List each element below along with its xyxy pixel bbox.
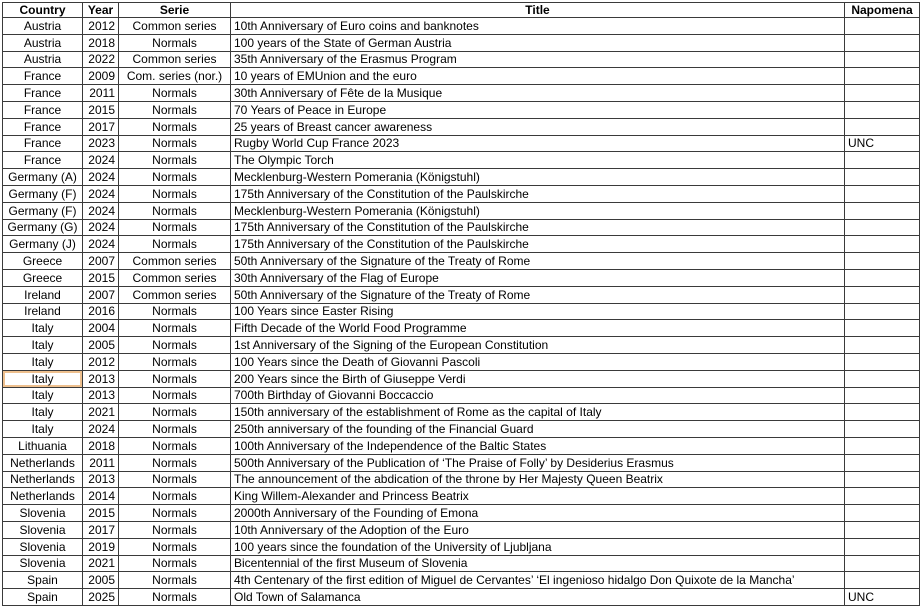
cell-year[interactable]: 2014 xyxy=(83,488,119,505)
table-row xyxy=(3,303,920,320)
cell-country[interactable]: Italy xyxy=(3,353,83,370)
cell-napomena[interactable] xyxy=(845,538,920,555)
cell-year[interactable]: 2024 xyxy=(83,219,119,236)
cell-year[interactable]: 2024 xyxy=(83,152,119,169)
cell-napomena[interactable] xyxy=(845,236,920,253)
table-row xyxy=(3,370,920,387)
cell-napomena[interactable] xyxy=(845,337,920,354)
cell-year[interactable]: 2024 xyxy=(83,185,119,202)
cell-country[interactable]: Germany (G) xyxy=(3,219,83,236)
table-row xyxy=(3,337,920,354)
cell-year[interactable]: 2011 xyxy=(83,454,119,471)
cell-napomena[interactable] xyxy=(845,219,920,236)
cell-country[interactable]: France xyxy=(3,85,83,102)
table-row xyxy=(3,85,920,102)
cell-napomena[interactable] xyxy=(845,505,920,522)
table-row xyxy=(3,505,920,522)
cell-napomena[interactable] xyxy=(845,185,920,202)
table-row xyxy=(3,421,920,438)
cell-serie[interactable]: Normals xyxy=(119,505,231,522)
cell-serie[interactable]: Common series xyxy=(119,253,231,270)
table-row xyxy=(3,169,920,186)
cell-serie[interactable]: Normals xyxy=(119,370,231,387)
cell-serie[interactable]: Common series xyxy=(119,286,231,303)
table-row xyxy=(3,454,920,471)
coin-catalog-table xyxy=(2,2,920,606)
cell-napomena[interactable] xyxy=(845,101,920,118)
cell-serie[interactable]: Normals xyxy=(119,421,231,438)
cell-year[interactable]: 2013 xyxy=(83,370,119,387)
cell-country[interactable]: Ireland xyxy=(3,303,83,320)
cell-year[interactable]: 2017 xyxy=(83,118,119,135)
table-row xyxy=(3,572,920,589)
cell-country[interactable]: Italy xyxy=(3,404,83,421)
cell-napomena[interactable] xyxy=(845,572,920,589)
cell-napomena[interactable] xyxy=(845,169,920,186)
table-row xyxy=(3,34,920,51)
cell-country[interactable]: Netherlands xyxy=(3,471,83,488)
cell-serie[interactable]: Normals xyxy=(119,320,231,337)
cell-country[interactable]: France xyxy=(3,135,83,152)
cell-title[interactable]: 100th Anniversary of the Independence of the Baltic States xyxy=(231,437,845,454)
table-row xyxy=(3,555,920,572)
cell-country[interactable]: Germany (J) xyxy=(3,236,83,253)
cell-title[interactable]: 175th Anniversary of the Constitution of the Paulskirche xyxy=(231,185,845,202)
cell-serie[interactable]: Normals xyxy=(119,521,231,538)
cell-year[interactable]: 2021 xyxy=(83,404,119,421)
cell-title[interactable]: 700th Birthday of Giovanni Boccaccio xyxy=(231,387,845,404)
cell-serie[interactable]: Common series xyxy=(119,51,231,68)
cell-title[interactable]: King Willem-Alexander and Princess Beatrix xyxy=(231,488,845,505)
cell-title[interactable]: 250th anniversary of the founding of the Financial Guard xyxy=(231,421,845,438)
table-row xyxy=(3,219,920,236)
cell-napomena[interactable] xyxy=(845,118,920,135)
cell-year[interactable]: 2011 xyxy=(83,85,119,102)
cell-serie[interactable]: Normals xyxy=(119,387,231,404)
cell-country[interactable]: Germany (A) xyxy=(3,169,83,186)
table-row xyxy=(3,589,920,606)
cell-serie[interactable]: Normals xyxy=(119,169,231,186)
cell-serie[interactable]: Normals xyxy=(119,353,231,370)
cell-year[interactable]: 2024 xyxy=(83,236,119,253)
table-row xyxy=(3,202,920,219)
cell-serie[interactable]: Com. series (nor.) xyxy=(119,68,231,85)
cell-title[interactable]: 25 years of Breast cancer awareness xyxy=(231,118,845,135)
cell-year[interactable]: 2025 xyxy=(83,589,119,606)
cell-year[interactable]: 2005 xyxy=(83,337,119,354)
cell-title[interactable]: 500th Anniversary of the Publication of ‘The Praise of Folly’ by Desiderius Erasmus xyxy=(231,454,845,471)
cell-napomena[interactable] xyxy=(845,437,920,454)
cell-serie[interactable]: Normals xyxy=(119,471,231,488)
table-body xyxy=(3,18,920,606)
cell-year[interactable]: 2019 xyxy=(83,538,119,555)
cell-serie[interactable]: Normals xyxy=(119,555,231,572)
cell-napomena[interactable] xyxy=(845,471,920,488)
cell-country[interactable]: Netherlands xyxy=(3,454,83,471)
cell-year[interactable]: 2024 xyxy=(83,202,119,219)
selected-cell-country[interactable]: Italy xyxy=(3,370,83,387)
cell-country[interactable]: Italy xyxy=(3,337,83,354)
cell-title[interactable]: Old Town of Salamanca xyxy=(231,589,845,606)
cell-serie[interactable]: Normals xyxy=(119,454,231,471)
cell-country[interactable]: France xyxy=(3,118,83,135)
cell-title[interactable]: 100 Years since Easter Rising xyxy=(231,303,845,320)
cell-year[interactable]: 2013 xyxy=(83,471,119,488)
cell-year[interactable]: 2012 xyxy=(83,18,119,35)
cell-title[interactable]: 100 Years since the Death of Giovanni Pascoli xyxy=(231,353,845,370)
cell-napomena[interactable] xyxy=(845,18,920,35)
cell-year[interactable]: 2005 xyxy=(83,572,119,589)
cell-title[interactable]: Mecklenburg-Western Pomerania (Königstuhl) xyxy=(231,169,845,186)
cell-year[interactable]: 2015 xyxy=(83,505,119,522)
cell-napomena[interactable] xyxy=(845,421,920,438)
cell-year[interactable]: 2018 xyxy=(83,437,119,454)
cell-year[interactable]: 2023 xyxy=(83,135,119,152)
cell-country[interactable]: Slovenia xyxy=(3,538,83,555)
cell-country[interactable]: Italy xyxy=(3,421,83,438)
cell-title[interactable]: 150th anniversary of the establishment of Rome as the capital of Italy xyxy=(231,404,845,421)
cell-serie[interactable]: Normals xyxy=(119,236,231,253)
cell-serie[interactable]: Normals xyxy=(119,589,231,606)
cell-year[interactable]: 2017 xyxy=(83,521,119,538)
cell-serie[interactable]: Common series xyxy=(119,18,231,35)
cell-country[interactable]: Ireland xyxy=(3,286,83,303)
cell-napomena[interactable] xyxy=(845,353,920,370)
cell-country[interactable]: Austria xyxy=(3,18,83,35)
cell-year[interactable]: 2024 xyxy=(83,169,119,186)
cell-title[interactable]: 1st Anniversary of the Signing of the European Constitution xyxy=(231,337,845,354)
cell-serie[interactable]: Normals xyxy=(119,118,231,135)
cell-year[interactable]: 2015 xyxy=(83,269,119,286)
cell-serie[interactable]: Normals xyxy=(119,202,231,219)
table-row xyxy=(3,286,920,303)
table-row xyxy=(3,538,920,555)
cell-title[interactable]: 200 Years since the Birth of Giuseppe Verdi xyxy=(231,370,845,387)
cell-title[interactable]: 175th Anniversary of the Constitution of the Paulskirche xyxy=(231,219,845,236)
cell-title[interactable]: 100 years since the foundation of the University of Ljubljana xyxy=(231,538,845,555)
cell-napomena[interactable] xyxy=(845,387,920,404)
column-header-napomena[interactable]: Napomena xyxy=(845,3,920,18)
cell-napomena[interactable] xyxy=(845,320,920,337)
cell-napomena[interactable] xyxy=(845,521,920,538)
cell-serie[interactable]: Normals xyxy=(119,101,231,118)
table-row xyxy=(3,51,920,68)
cell-title[interactable]: Mecklenburg-Western Pomerania (Königstuhl) xyxy=(231,202,845,219)
cell-country[interactable]: Netherlands xyxy=(3,488,83,505)
cell-country[interactable]: France xyxy=(3,152,83,169)
cell-serie[interactable]: Normals xyxy=(119,572,231,589)
cell-serie[interactable]: Normals xyxy=(119,437,231,454)
cell-country[interactable]: Slovenia xyxy=(3,555,83,572)
cell-title[interactable]: 50th Anniversary of the Signature of the Treaty of Rome xyxy=(231,253,845,270)
cell-napomena[interactable]: UNC xyxy=(845,589,920,606)
cell-country[interactable]: Italy xyxy=(3,320,83,337)
table-row xyxy=(3,253,920,270)
cell-country[interactable]: Lithuania xyxy=(3,437,83,454)
cell-country[interactable]: Germany (F) xyxy=(3,185,83,202)
cell-title[interactable]: 35th Anniversary of the Erasmus Program xyxy=(231,51,845,68)
cell-title[interactable]: 10th Anniversary of the Adoption of the Euro xyxy=(231,521,845,538)
cell-napomena[interactable] xyxy=(845,34,920,51)
cell-napomena[interactable] xyxy=(845,152,920,169)
cell-country[interactable]: Germany (F) xyxy=(3,202,83,219)
cell-year[interactable]: 2009 xyxy=(83,68,119,85)
cell-title[interactable]: 70 Years of Peace in Europe xyxy=(231,101,845,118)
cell-title[interactable]: Bicentennial of the first Museum of Slovenia xyxy=(231,555,845,572)
cell-napomena[interactable] xyxy=(845,253,920,270)
cell-year[interactable]: 2018 xyxy=(83,34,119,51)
cell-country[interactable]: Austria xyxy=(3,34,83,51)
column-header-country[interactable]: Country xyxy=(3,3,83,18)
table-row xyxy=(3,185,920,202)
table-row xyxy=(3,236,920,253)
cell-country[interactable]: Slovenia xyxy=(3,521,83,538)
table-row xyxy=(3,135,920,152)
cell-title[interactable]: 100 years of the State of German Austria xyxy=(231,34,845,51)
table-row xyxy=(3,269,920,286)
table-row xyxy=(3,101,920,118)
cell-year[interactable]: 2007 xyxy=(83,286,119,303)
cell-napomena[interactable] xyxy=(845,370,920,387)
cell-title[interactable]: 10th Anniversary of Euro coins and banknotes xyxy=(231,18,845,35)
table-row xyxy=(3,387,920,404)
cell-napomena[interactable] xyxy=(845,488,920,505)
cell-napomena[interactable] xyxy=(845,85,920,102)
column-header-serie[interactable]: Serie xyxy=(119,3,231,18)
cell-napomena[interactable] xyxy=(845,454,920,471)
table-row xyxy=(3,320,920,337)
cell-year[interactable]: 2024 xyxy=(83,421,119,438)
cell-serie[interactable]: Normals xyxy=(119,488,231,505)
cell-year[interactable]: 2012 xyxy=(83,353,119,370)
cell-year[interactable]: 2016 xyxy=(83,303,119,320)
cell-napomena[interactable] xyxy=(845,51,920,68)
cell-title[interactable]: 10 years of EMUnion and the euro xyxy=(231,68,845,85)
column-header-year[interactable]: Year xyxy=(83,3,119,18)
cell-serie[interactable]: Normals xyxy=(119,34,231,51)
cell-serie[interactable]: Normals xyxy=(119,219,231,236)
cell-year[interactable]: 2013 xyxy=(83,387,119,404)
cell-napomena[interactable] xyxy=(845,269,920,286)
cell-country[interactable]: France xyxy=(3,101,83,118)
cell-napomena[interactable] xyxy=(845,286,920,303)
column-header-title[interactable]: Title xyxy=(231,3,845,18)
cell-title[interactable]: Fifth Decade of the World Food Programme xyxy=(231,320,845,337)
table-row xyxy=(3,404,920,421)
cell-serie[interactable]: Normals xyxy=(119,404,231,421)
cell-title[interactable]: 50th Anniversary of the Signature of the Treaty of Rome xyxy=(231,286,845,303)
cell-serie[interactable]: Normals xyxy=(119,152,231,169)
cell-serie[interactable]: Normals xyxy=(119,538,231,555)
cell-year[interactable]: 2022 xyxy=(83,51,119,68)
table-row xyxy=(3,437,920,454)
cell-serie[interactable]: Common series xyxy=(119,269,231,286)
cell-title[interactable]: The Olympic Torch xyxy=(231,152,845,169)
cell-year[interactable]: 2015 xyxy=(83,101,119,118)
table-row xyxy=(3,471,920,488)
header-row xyxy=(3,3,920,18)
cell-napomena[interactable] xyxy=(845,68,920,85)
cell-title[interactable]: The announcement of the abdication of the throne by Her Majesty Queen Beatrix xyxy=(231,471,845,488)
cell-title[interactable]: 4th Centenary of the first edition of Miguel de Cervantes’ ‘El ingenioso hidalgo Don Quixote de la Mancha’ xyxy=(231,572,845,589)
cell-napomena[interactable] xyxy=(845,555,920,572)
cell-country[interactable]: Slovenia xyxy=(3,505,83,522)
cell-country[interactable]: Austria xyxy=(3,51,83,68)
cell-country[interactable]: Spain xyxy=(3,572,83,589)
cell-country[interactable]: Greece xyxy=(3,269,83,286)
table-row xyxy=(3,18,920,35)
table-row xyxy=(3,152,920,169)
cell-country[interactable]: France xyxy=(3,68,83,85)
table-row xyxy=(3,68,920,85)
cell-title[interactable]: Rugby World Cup France 2023 xyxy=(231,135,845,152)
table-row xyxy=(3,353,920,370)
cell-country[interactable]: Italy xyxy=(3,387,83,404)
cell-napomena[interactable] xyxy=(845,303,920,320)
cell-napomena[interactable] xyxy=(845,202,920,219)
cell-title[interactable]: 2000th Anniversary of the Founding of Emona xyxy=(231,505,845,522)
cell-country[interactable]: Greece xyxy=(3,253,83,270)
cell-serie[interactable]: Normals xyxy=(119,135,231,152)
table-header xyxy=(3,3,920,18)
cell-title[interactable]: 30th Anniversary of the Flag of Europe xyxy=(231,269,845,286)
cell-country[interactable]: Spain xyxy=(3,589,83,606)
table-row xyxy=(3,521,920,538)
table-row xyxy=(3,118,920,135)
cell-napomena[interactable] xyxy=(845,404,920,421)
cell-serie[interactable]: Normals xyxy=(119,303,231,320)
cell-serie[interactable]: Normals xyxy=(119,85,231,102)
cell-napomena[interactable]: UNC xyxy=(845,135,920,152)
cell-title[interactable]: 175th Anniversary of the Constitution of the Paulskirche xyxy=(231,236,845,253)
cell-year[interactable]: 2007 xyxy=(83,253,119,270)
cell-year[interactable]: 2004 xyxy=(83,320,119,337)
cell-serie[interactable]: Normals xyxy=(119,185,231,202)
cell-serie[interactable]: Normals xyxy=(119,337,231,354)
cell-title[interactable]: 30th Anniversary of Fête de la Musique xyxy=(231,85,845,102)
table-row xyxy=(3,488,920,505)
cell-year[interactable]: 2021 xyxy=(83,555,119,572)
